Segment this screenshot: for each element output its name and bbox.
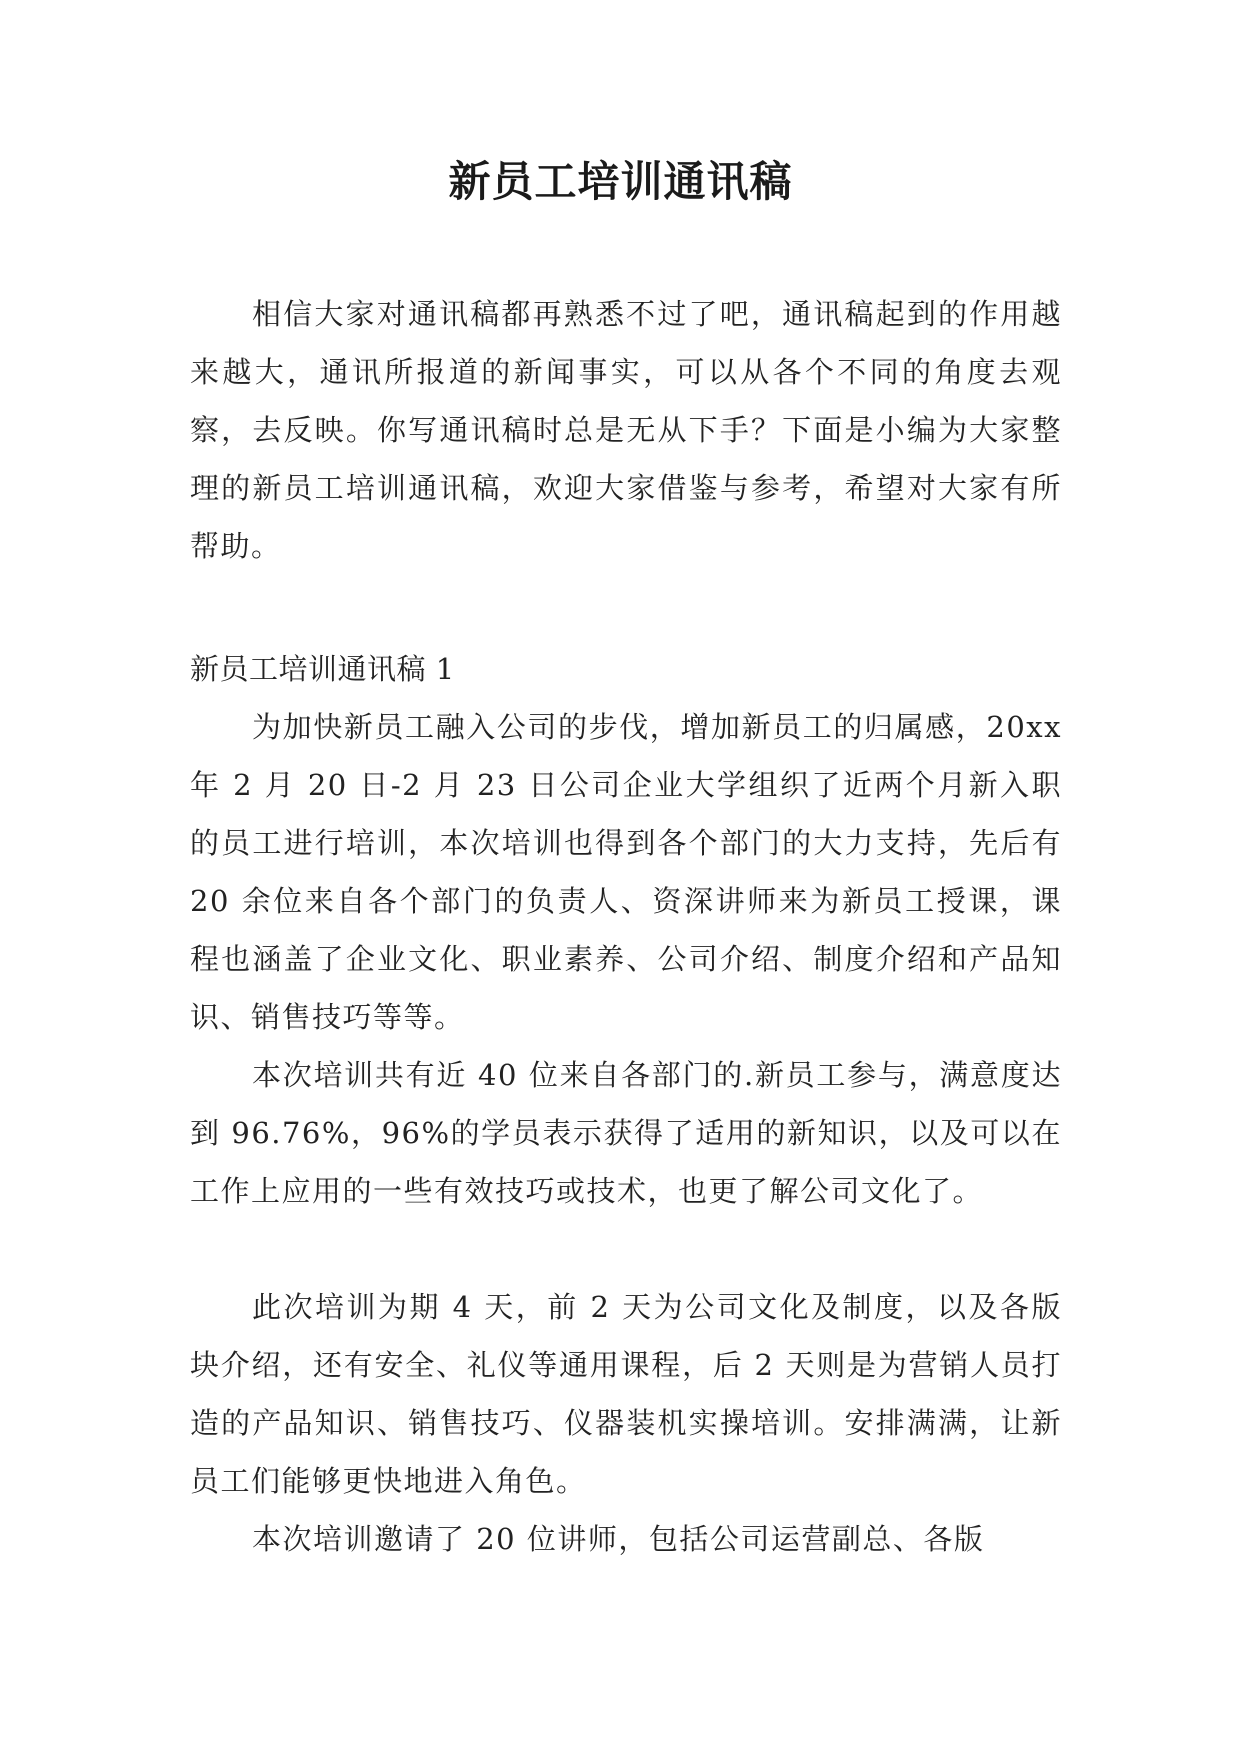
- body-paragraph: 此次培训为期 4 天，前 2 天为公司文化及制度，以及各版块介绍，还有安全、礼仪等通用课程，后 2 天则是为营销人员打造的产品知识、销售技巧、仪器装机实操培训。安排满满，让新员工们能够更快地进入角色。: [190, 1290, 1062, 1498]
- section-heading: 新员工培训通讯稿 1: [190, 652, 455, 686]
- intro-paragraph: 相信大家对通讯稿都再熟悉不过了吧，通讯稿起到的作用越来越大，通讯所报道的新闻事实，可以从各个不同的角度去观察，去反映。你写通讯稿时总是无从下手？下面是小编为大家整理的新员工培训通讯稿，欢迎大家借鉴与参考，希望对大家有所帮助。: [190, 297, 1062, 563]
- document-title: 新员工培训通讯稿: [448, 157, 793, 206]
- body-paragraph: 本次培训共有近 40 位来自各部门的.新员工参与，满意度达到 96.76%，96%的学员表示获得了适用的新知识，以及可以在工作上应用的一些有效技巧或技术，也更了解公司文化了。: [190, 1058, 1062, 1208]
- body-paragraph: 为加快新员工融入公司的步伐，增加新员工的归属感，20xx 年 2 月 20 日-2 月 23 日公司企业大学组织了近两个月新入职的员工进行培训，本次培训也得到各个部门的大力支持，先后有 20 余位来自各个部门的负责人、资深讲师来为新员工授课，课程也涵盖了企业文化、职业素养、公司介绍、制度介绍和产品知识、销售技巧等等。: [190, 710, 1062, 1034]
- body-paragraph: 本次培训邀请了 20 位讲师，包括公司运营副总、各版: [252, 1522, 985, 1556]
